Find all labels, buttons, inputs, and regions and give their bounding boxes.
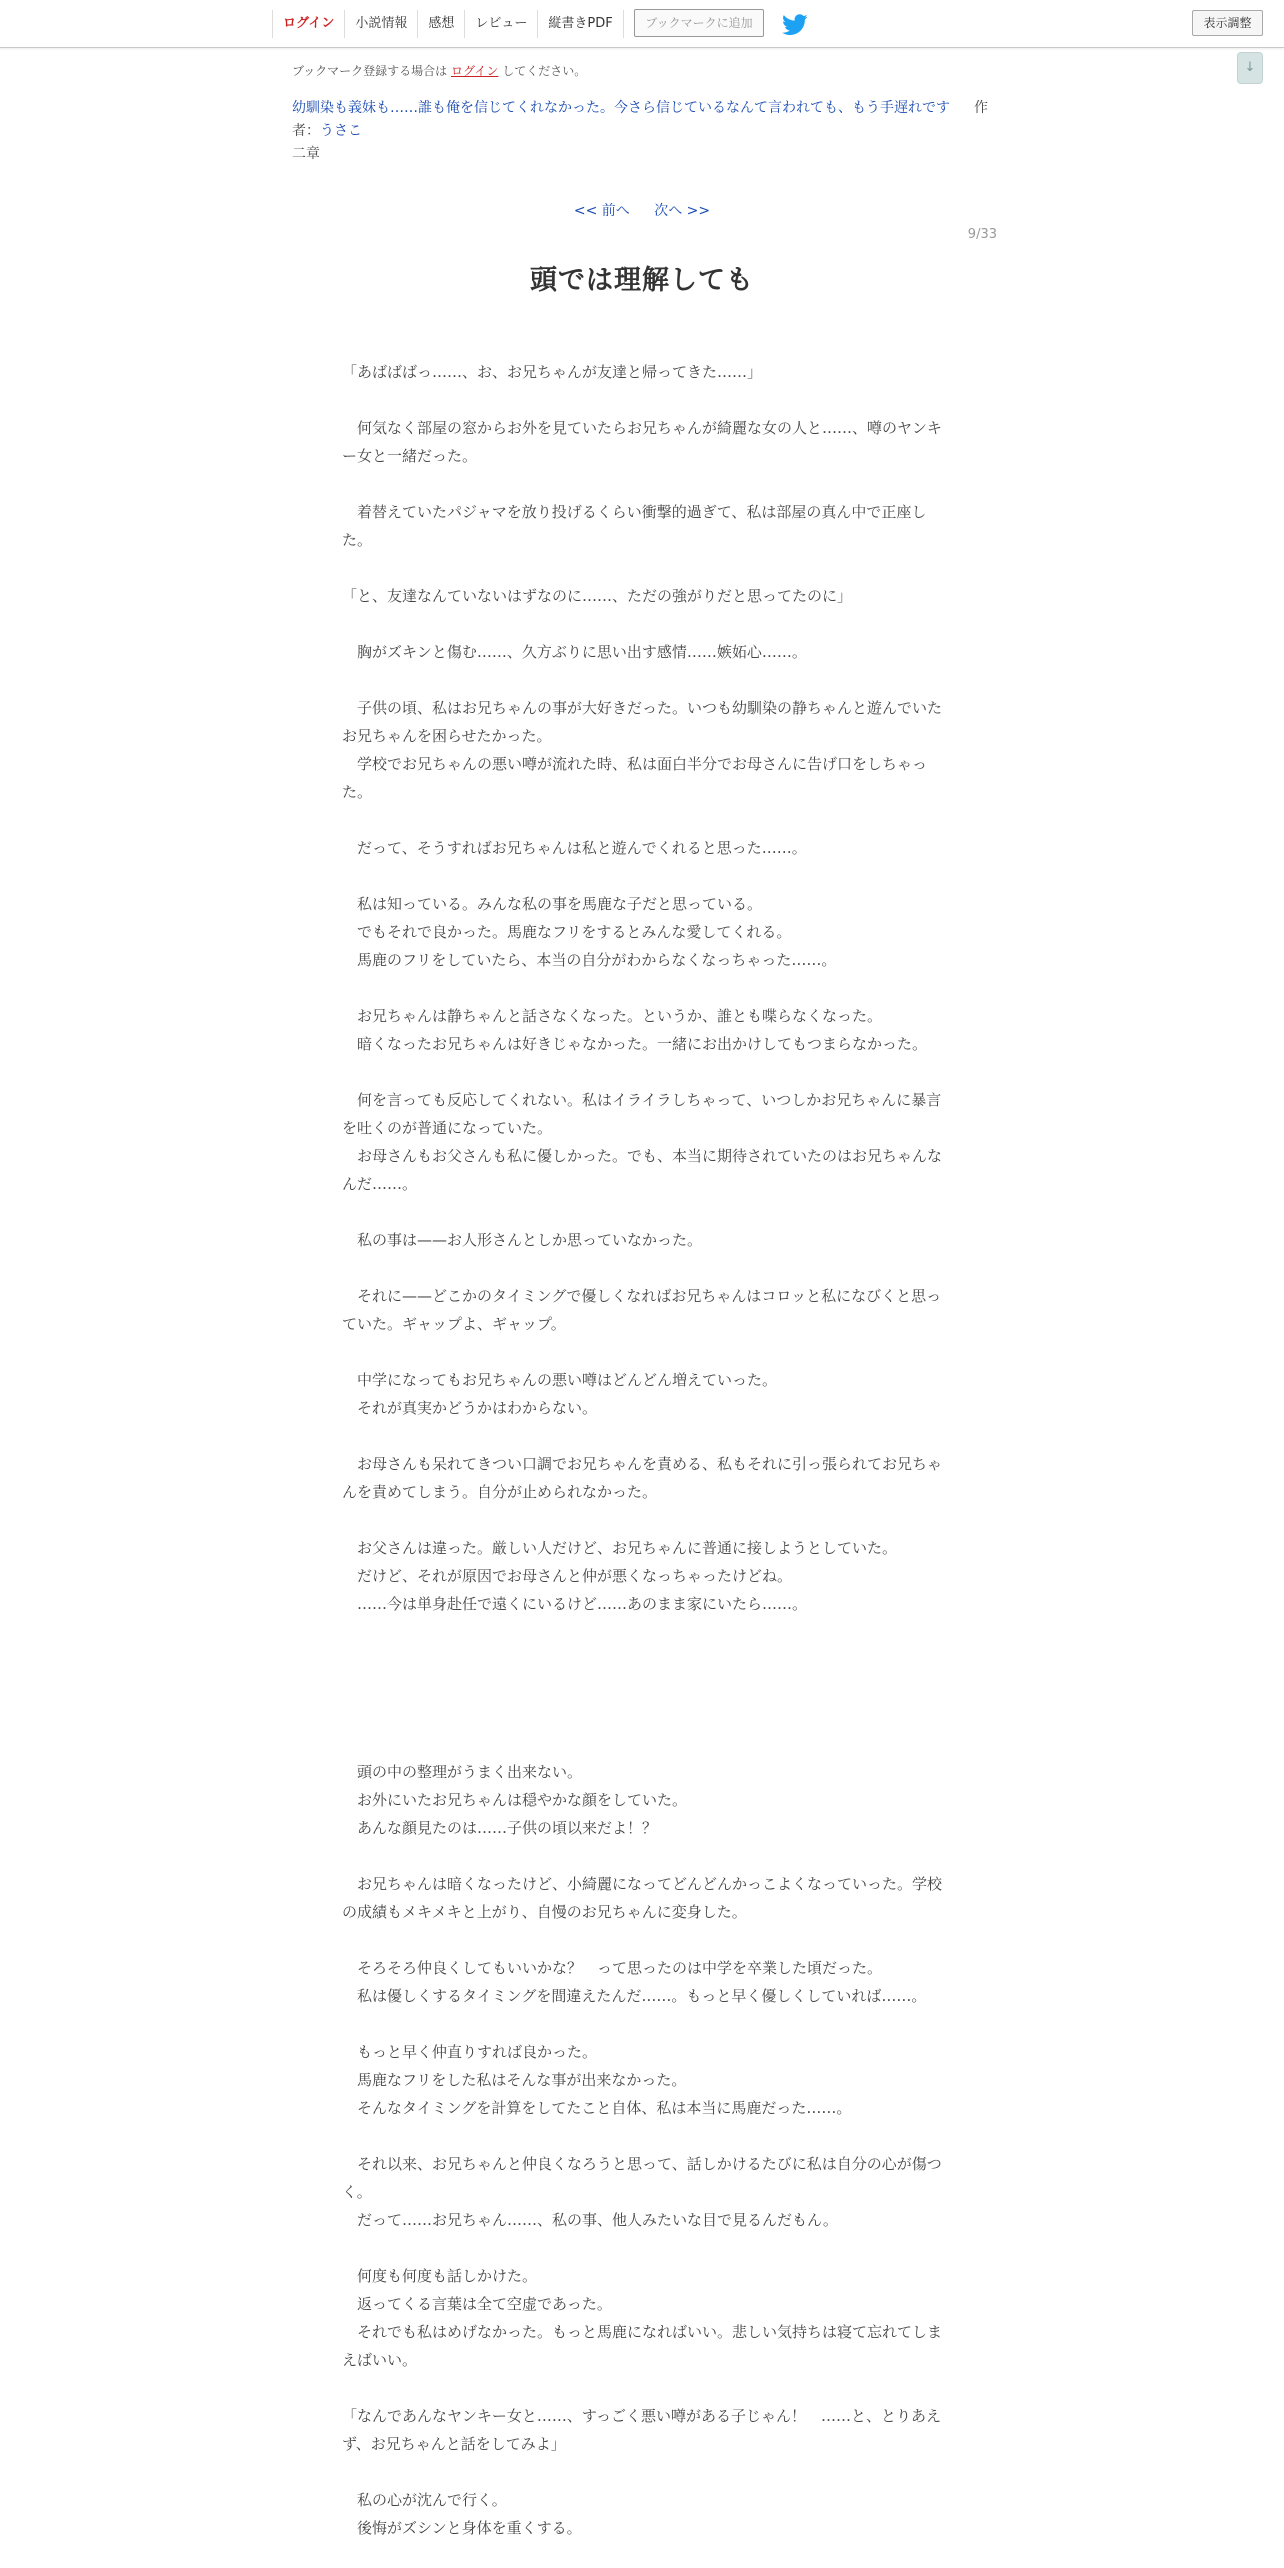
blank-line <box>342 1198 942 1226</box>
body-paragraph: 馬鹿のフリをしていたら、本当の自分がわからなくなっちゃった……。 <box>342 951 837 969</box>
author-name-link[interactable]: うさこ <box>320 123 362 139</box>
author-row <box>292 120 362 142</box>
blank-line <box>342 2458 942 2486</box>
blank-line <box>342 1702 942 1730</box>
body-paragraph: それが真実かどうかはわからない。 <box>342 1399 598 1417</box>
body-paragraph: お兄ちゃんは静ちゃんと話さなくなった。というか、誰とも喋らなくなった。 <box>342 1007 883 1025</box>
add-bookmark-button[interactable]: ブックマークに追加 <box>634 9 764 37</box>
blank-line <box>342 2234 942 2262</box>
blank-line <box>342 610 942 638</box>
blank-line <box>342 1926 942 1954</box>
body-paragraph: 「と、友達なんていないはずなのに……、ただの強がりだと思ってたのに」 <box>342 587 853 605</box>
top-header <box>0 0 1284 48</box>
blank-line <box>342 666 942 694</box>
body-paragraph: 馬鹿なフリをした私はそんな事が出来なかった。 <box>342 2071 687 2089</box>
page-count: 9/33 <box>967 227 997 242</box>
nav-vertical-pdf[interactable]: 縦書きPDF <box>538 10 623 38</box>
blank-line <box>342 806 942 834</box>
login-note-prefix: ブックマーク登録する場合は <box>292 64 448 78</box>
body-paragraph: あんな顔見たのは……子供の頃以来だよ！？ <box>342 1819 658 1837</box>
bookmark-login-note <box>292 62 586 79</box>
body-paragraph: 後悔がズシンと身体を重くする。 <box>342 2519 582 2537</box>
novel-title-link[interactable]: 幼馴染も義妹も……誰も俺を信じてくれなかった。今さら信じているなんて言われても、もう手遅れです <box>292 100 950 116</box>
body-paragraph: ……今は単身赴任で遠くにいるけど……あのまま家にいたら……。 <box>342 1595 808 1613</box>
blank-line <box>342 974 942 1002</box>
login-note-link[interactable]: ログイン <box>451 64 499 78</box>
body-paragraph: 何度も何度も話しかけた。 <box>342 2267 538 2285</box>
blank-line <box>342 470 942 498</box>
author-label-part-a: 作 <box>974 100 988 116</box>
blank-line <box>342 862 942 890</box>
body-paragraph: 胸がズキンと傷む……、久方ぶりに思い出す感情……嫉妬心……。 <box>342 643 807 661</box>
blank-line <box>342 1674 942 1702</box>
author-label-part-b: 者： <box>292 123 320 139</box>
nav-review[interactable]: レビュー <box>465 10 538 38</box>
body-paragraph: 子供の頃、私はお兄ちゃんの事が大好きだった。いつも幼馴染の静ちゃんと遊んでいたお兄ちゃんを困らせたかった。 <box>342 699 943 745</box>
body-paragraph: 頭の中の整理がうまく出来ない。 <box>342 1763 583 1781</box>
body-paragraph: だけど、それが原因でお母さんと仲が悪くなっちゃったけどね。 <box>342 1567 793 1585</box>
blank-line <box>342 2374 942 2402</box>
novel-body-text <box>342 358 942 2542</box>
main-nav <box>272 10 624 38</box>
body-paragraph: そろそろ仲良くしてもいいかな？ って思ったのは中学を卒業した頃だった。 <box>342 1959 883 1977</box>
chapter-title: 二章 <box>292 146 320 162</box>
page-navigation <box>0 200 1284 220</box>
prev-page-link[interactable]: << 前へ <box>573 203 630 219</box>
twitter-bird-icon[interactable] <box>782 14 808 36</box>
body-paragraph: お母さんもお父さんも私に優しかった。でも、本当に期待されていたのはお兄ちゃんなんだ……。 <box>342 1147 943 1193</box>
body-paragraph: もっと早く仲直りすれば良かった。 <box>342 2043 598 2061</box>
body-paragraph: 学校でお兄ちゃんの悪い噂が流れた時、私は面白半分でお母さんに告げ口をしちゃった。 <box>342 755 928 801</box>
body-paragraph: それに——どこかのタイミングで優しくなればお兄ちゃんはコロッと私になびくと思っていた。ギャップよ、ギャップ。 <box>342 1287 942 1333</box>
blank-line <box>342 386 942 414</box>
nav-novel-info[interactable]: 小説情報 <box>345 10 418 38</box>
blank-line <box>342 1506 942 1534</box>
body-paragraph: 「なんであんなヤンキー女と……、すっごく悪い噂がある子じゃん！ ……と、とりあえず、お兄ちゃんと話をしてみよ」 <box>342 2407 941 2453</box>
episode-subtitle: 頭では理解しても <box>530 265 754 296</box>
body-paragraph: お父さんは違った。厳しい人だけど、お兄ちゃんに普通に接しようとしていた。 <box>342 1539 898 1557</box>
blank-line <box>342 1254 942 1282</box>
blank-line <box>342 1422 942 1450</box>
body-paragraph: そんなタイミングを計算をしてたこと自体、私は本当に馬鹿だった……。 <box>342 2099 852 2117</box>
body-paragraph: お兄ちゃんは暗くなったけど、小綺麗になってどんどんかっこよくなっていった。学校の成績もメキメキと上がり、自慢のお兄ちゃんに変身した。 <box>342 1875 943 1921</box>
blank-line <box>342 1618 942 1646</box>
body-paragraph: だって、そうすればお兄ちゃんは私と遊んでくれると思った……。 <box>342 839 807 857</box>
blank-line <box>342 554 942 582</box>
blank-line <box>342 1730 942 1758</box>
login-note-suffix: してください。 <box>502 64 587 78</box>
body-paragraph: それでも私はめげなかった。もっと馬鹿になればいい。悲しい気持ちは寝て忘れてしまえばいい。 <box>342 2323 943 2369</box>
body-paragraph: 私の心が沈んで行く。 <box>342 2491 507 2509</box>
nav-impressions[interactable]: 感想 <box>418 10 465 38</box>
nav-login[interactable]: ログイン <box>273 10 345 38</box>
body-paragraph: 何気なく部屋の窓からお外を見ていたらお兄ちゃんが綺麗な女の人と……、噂のヤンキー女と一緒だった。 <box>342 419 942 465</box>
blank-line <box>342 1646 942 1674</box>
blank-line <box>342 1058 942 1086</box>
body-paragraph: 返ってくる言葉は全て空虚であった。 <box>342 2295 612 2313</box>
blank-line <box>342 2122 942 2150</box>
body-paragraph: 中学になってもお兄ちゃんの悪い噂はどんどん増えていった。 <box>342 1371 778 1389</box>
body-paragraph: だって……お兄ちゃん……、私の事、他人みたいな目で見るんだもん。 <box>342 2211 838 2229</box>
body-paragraph: 私は知っている。みんな私の事を馬鹿な子だと思っている。 <box>342 895 763 913</box>
body-paragraph: 私の事は——お人形さんとしか思っていなかった。 <box>342 1231 703 1249</box>
body-paragraph: 私は優しくするタイミングを間違えたんだ……。もっと早く優しくしていれば……。 <box>342 1987 927 2005</box>
body-paragraph: 着替えていたパジャマを放り投げるくらい衝撃的過ぎて、私は部屋の真ん中で正座した。 <box>342 503 927 549</box>
next-page-link[interactable]: 次へ >> <box>654 203 711 219</box>
blank-line <box>342 1338 942 1366</box>
body-paragraph: でもそれで良かった。馬鹿なフリをするとみんな愛してくれる。 <box>342 923 792 941</box>
body-paragraph: 何を言っても反応してくれない。私はイライラしちゃって、いつしかお兄ちゃんに暴言を吐くのが普通になっていた。 <box>342 1091 942 1137</box>
body-paragraph: 暗くなったお兄ちゃんは好きじゃなかった。一緒にお出かけしてもつまらなかった。 <box>342 1035 928 1053</box>
body-paragraph: 「あばばばっ……、お、お兄ちゃんが友達と帰ってきた……」 <box>342 363 763 381</box>
blank-line <box>342 2010 942 2038</box>
scroll-down-button[interactable]: ↓ <box>1237 52 1263 84</box>
display-settings-button[interactable]: 表示調整 <box>1192 10 1263 36</box>
body-paragraph: それ以来、お兄ちゃんと仲良くなろうと思って、話しかけるたびに私は自分の心が傷つく。 <box>342 2155 942 2201</box>
body-paragraph: お母さんも呆れてきつい口調でお兄ちゃんを責める、私もそれに引っ張られてお兄ちゃんを責めてしまう。自分が止められなかった。 <box>342 1455 943 1501</box>
blank-line <box>342 1842 942 1870</box>
body-paragraph: お外にいたお兄ちゃんは穏やかな顔をしていた。 <box>342 1791 688 1809</box>
